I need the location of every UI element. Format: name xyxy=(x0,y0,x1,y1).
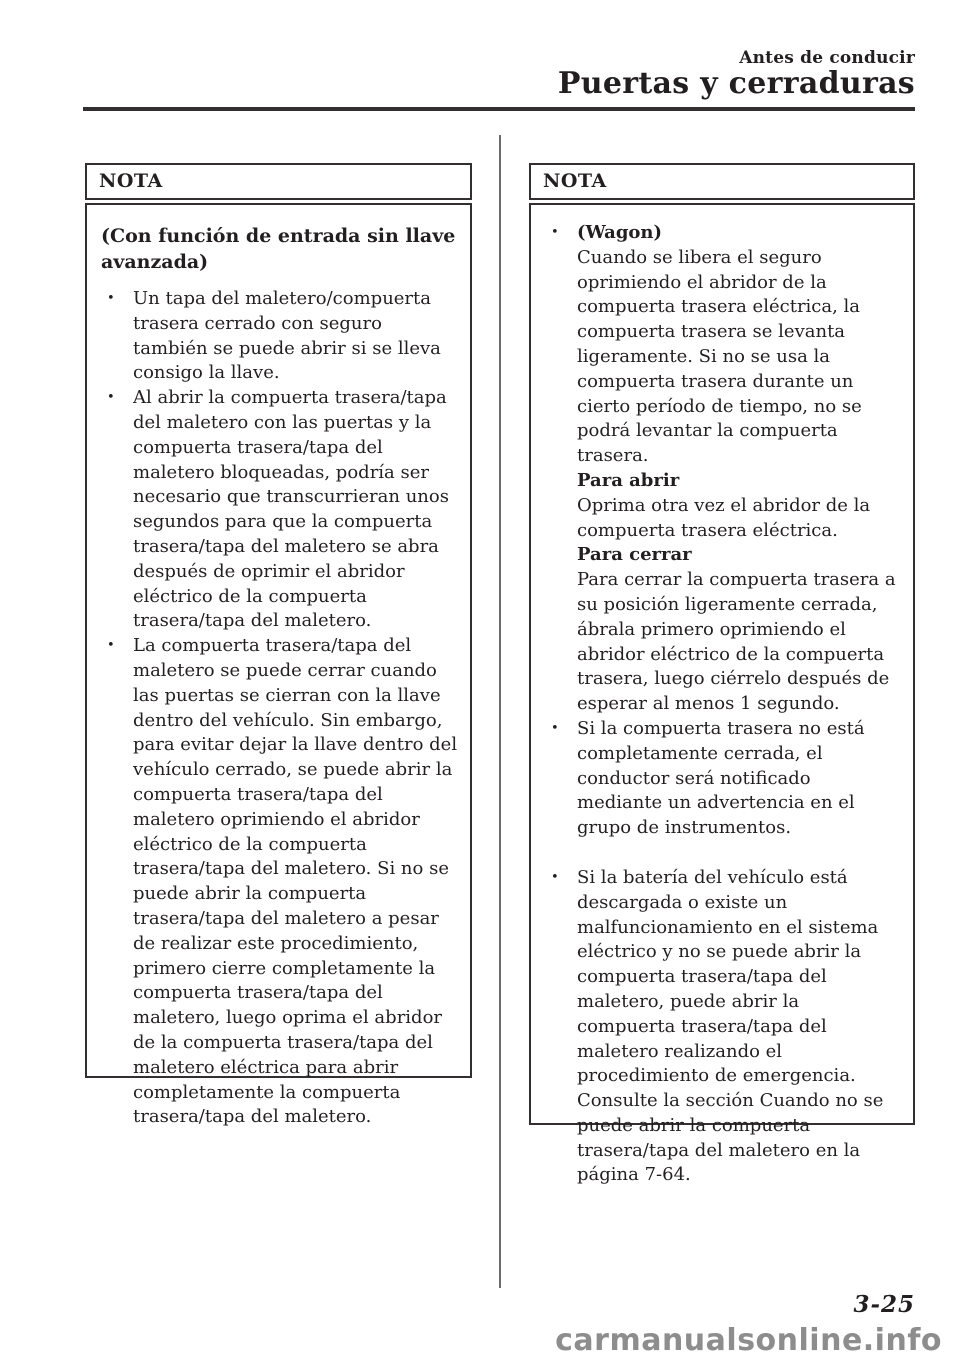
left-note-box xyxy=(85,163,472,1128)
bullet-text: La compuerta trasera/tapa del maletero se puede cerrar cuando las puertas se cierran con la llave dentro del vehículo. Sin embargo, para evitar dejar la llave dentro del vehículo cerrado, se puede abrir la compuerta trasera/tapa del maletero oprimiendo el abridor eléctrico de la compuerta trasera/tapa del maletero. Si no se puede abrir la compuerta trasera/tapa del maletero a pesar de realizar este procedimiento, primero cierre completamente la compuerta trasera/tapa del maletero, luego oprima el abridor de la compuerta trasera/tapa del maletero eléctrica para abrir completamente la compuerta trasera/tapa del maletero. xyxy=(133,635,458,1128)
bullet-icon: • xyxy=(551,869,559,885)
note-bullet-item xyxy=(99,386,458,634)
note-bullet-item xyxy=(543,221,901,717)
bullet-text xyxy=(577,221,901,717)
paragraph-text: Cuando se libera el seguro oprimiendo el abridor de la compuerta trasera eléctrica, la compuerta trasera se levanta ligeramente. Si no se usa la compuerta trasera durante un cierto período de tiempo, no se podrá levantar la compuerta trasera. xyxy=(577,246,862,467)
note-bullet-list xyxy=(543,221,901,1188)
bullet-icon: • xyxy=(551,720,559,736)
bullet-icon: • xyxy=(107,638,115,654)
note-label: NOTA xyxy=(529,163,915,200)
bold-subheading: Para abrir xyxy=(577,469,680,491)
paragraph-text: Para cerrar la compuerta trasera a su posición ligeramente cerrada, ábrala primero oprimiendo el abridor eléctrico de la compuerta trasera, luego ciérrelo después de esperar al menos 1 segundo. xyxy=(577,569,896,715)
note-heading: (Con función de entrada sin llave avanzada) xyxy=(101,225,456,273)
bold-subheading: Para cerrar xyxy=(577,544,692,566)
bullet-icon: • xyxy=(107,291,115,306)
header-section-label: Antes de conducir xyxy=(739,48,915,68)
paragraph-text: Oprima otra vez el abridor de la compuerta trasera eléctrica. xyxy=(577,494,871,541)
page-number: 3-25 xyxy=(853,1291,915,1318)
page-title: Puertas y cerraduras xyxy=(557,66,915,101)
paragraph-text: Si la batería del vehículo está descargada o existe un malfuncionamiento en el sistema eléctrico y no se puede abrir la compuerta trasera/tapa del maletero, puede abrir la compuerta trasera/tapa del maletero realizando el procedimiento de emergencia. Consulte la sección Cuando no se puede abrir la compuerta trasera/tapa del maletero en la página 7-64. xyxy=(577,866,884,1186)
watermark-text: carmanualsonline.info xyxy=(555,1323,942,1358)
paragraph-text: Si la compuerta trasera no está completamente cerrada, el conductor será notificado mediante un advertencia en el grupo de instrumentos. xyxy=(577,717,865,839)
bullet-text xyxy=(577,717,901,841)
header-rule xyxy=(83,107,915,111)
note-label: NOTA xyxy=(85,163,472,200)
bullet-text xyxy=(577,866,901,1188)
bullet-text: Un tapa del maletero/compuerta trasera cerrado con seguro también se puede abrir si se lleva consigo la llave. xyxy=(133,288,441,384)
note-bullet-item xyxy=(543,717,901,841)
note-body xyxy=(85,203,472,1128)
bullet-text: Al abrir la compuerta trasera/tapa del maletero con las puertas y la compuerta trasera/tapa del maletero bloqueadas, podría ser necesario que transcurrieran unos segundos para que la compuerta trasera/tapa del maletero se abra después de oprimir el abridor eléctrico de la compuerta trasera/tapa del maletero. xyxy=(133,387,449,632)
note-bullet-item xyxy=(99,634,458,1130)
note-bullet-item xyxy=(543,866,901,1188)
column-divider xyxy=(499,135,501,1288)
bullet-icon: • xyxy=(551,225,559,240)
bold-subheading: (Wagon) xyxy=(577,222,663,243)
right-note-box xyxy=(529,163,915,1186)
note-bullet-item xyxy=(99,287,458,386)
bullet-icon: • xyxy=(107,390,115,406)
note-bullet-list xyxy=(99,287,458,1130)
note-body xyxy=(529,203,915,1186)
